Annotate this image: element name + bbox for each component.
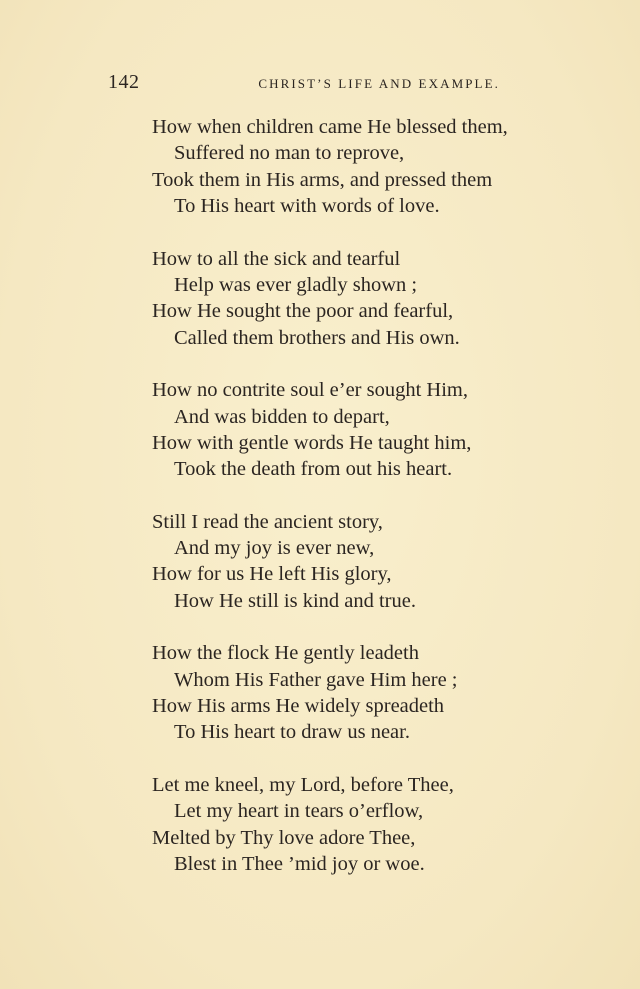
poem-line: How no contrite soul e’er sought Him, (152, 379, 468, 402)
stanza-2 (152, 246, 592, 352)
poem-line: How He sought the poor and fearful, (152, 300, 454, 323)
page-number: 142 (108, 71, 140, 93)
poem-line: Took them in His arms, and pressed them (152, 168, 493, 191)
poem-line: And was bidden to depart, (174, 405, 390, 428)
stanza-4 (152, 509, 592, 615)
poem-line: Blest in Thee ’mid joy or woe. (174, 852, 425, 875)
poem-line: Melted by Thy love adore Thee, (152, 826, 416, 849)
poem-line: Took the death from out his heart. (174, 458, 453, 481)
poem-line: Let my heart in tears o’erflow, (174, 800, 424, 823)
poem-line: To His heart with words of love. (174, 195, 440, 218)
poem-line: How to all the sick and tearful (152, 247, 401, 270)
stanza-3 (152, 377, 592, 483)
poem (152, 114, 592, 903)
poem-line: How with gentle words He taught him, (152, 431, 472, 454)
poem-line: How for us He left His glory, (152, 563, 392, 586)
stanza-6 (152, 772, 592, 878)
poem-line: Still I read the ancient story, (152, 510, 383, 533)
poem-line: Help was ever gladly shown ; (174, 273, 418, 296)
poem-line: Called them brothers and His own. (174, 326, 460, 349)
poem-line: Whom His Father gave Him here ; (174, 668, 458, 691)
running-title: CHRIST’S LIFE AND EXAMPLE. (258, 76, 500, 91)
poem-line: How when children came He blessed them, (152, 116, 508, 138)
poem-line: How the flock He gently leadeth (152, 642, 419, 665)
page-header (108, 71, 500, 95)
stanza-5 (152, 640, 592, 746)
poem-line: Let me kneel, my Lord, before Thee, (152, 773, 454, 796)
poem-line: And my joy is ever new, (174, 537, 375, 560)
stanza-1 (152, 114, 592, 220)
poem-line: How His arms He widely spreadeth (152, 695, 445, 718)
poem-line: To His heart to draw us near. (174, 721, 410, 744)
poem-line: Suffered no man to reprove, (174, 142, 405, 165)
poem-line: How He still is kind and true. (174, 589, 416, 612)
